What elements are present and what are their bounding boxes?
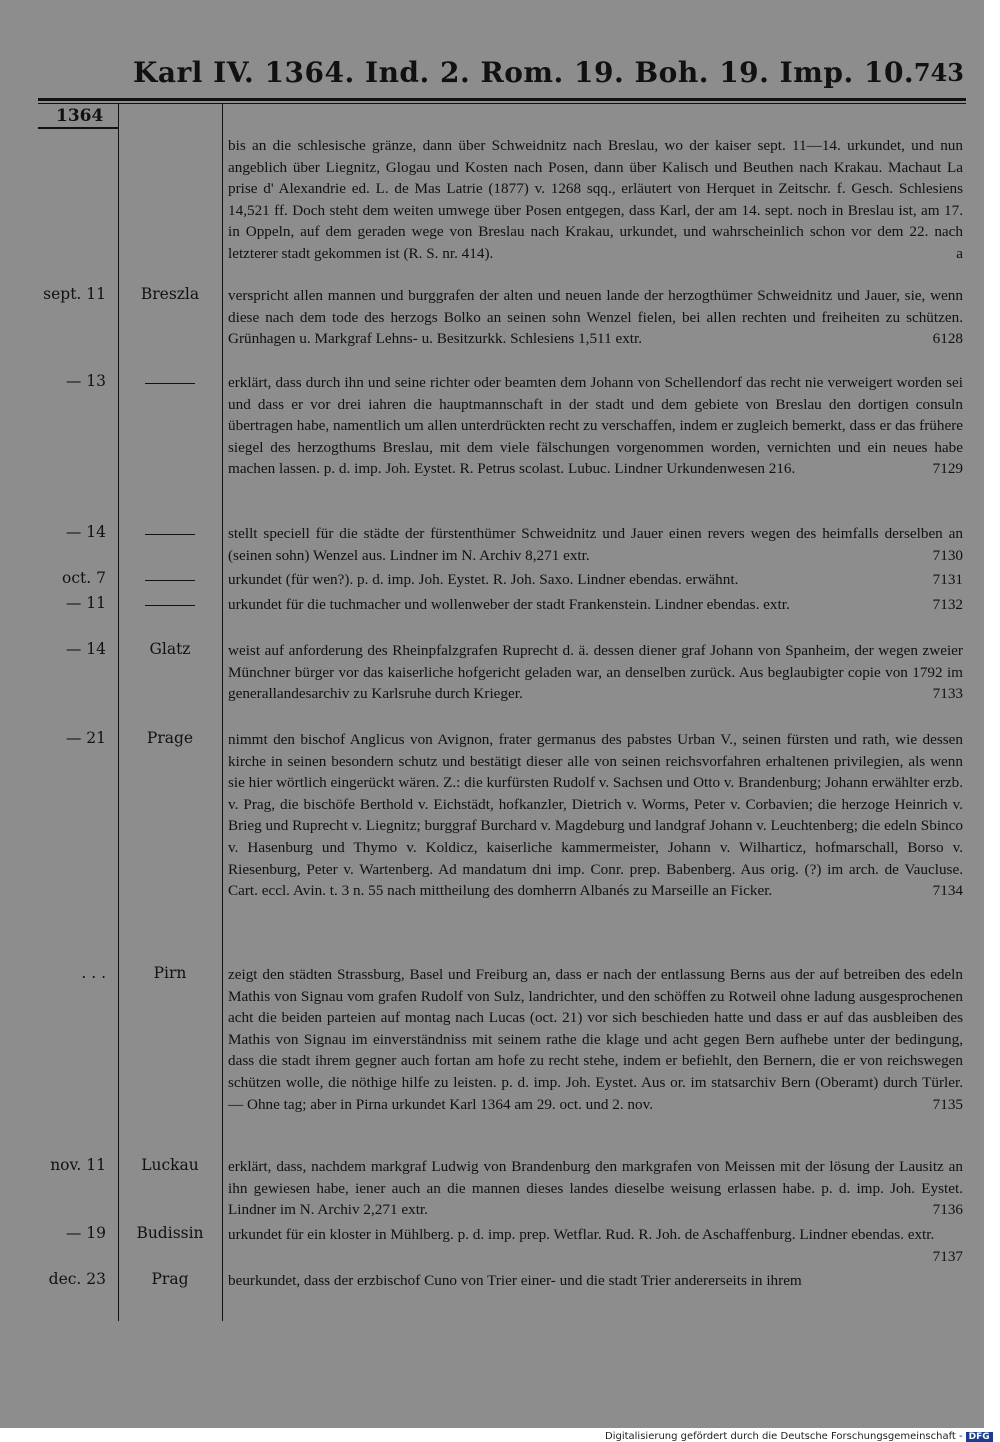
column-divider-place: [222, 104, 223, 1321]
regest-number: 7133: [932, 685, 963, 703]
same-place-dash: [145, 383, 195, 384]
entry-body: urkundet für ein kloster in Mühlberg. p. d. imp. prep. Wetflar. Rud. R. Joh. de Aschaffenburg. Lindner ebendas. extr.: [228, 1226, 935, 1243]
funding-footer: [605, 1431, 993, 1442]
entry-date: sept. 11: [43, 285, 106, 303]
entry-text: [228, 964, 963, 1115]
entry-text: [228, 594, 963, 616]
regest-number: 7134: [932, 882, 963, 900]
entry-text: [228, 1270, 963, 1292]
entry-place: Pirn: [153, 964, 187, 982]
regest-number: 7130: [932, 546, 963, 564]
entry-text: [228, 135, 963, 265]
entry-body: zeigt den städten Strassburg, Basel und Freiburg an, dass er nach der entlassung Berns aus der auf betreiben des edeln Mathis von Signau vom grafen Rudolf von Sulz, landrichter, und den schöffen zu Rotweil ohne ladung ausgesprochenen acht die beiden parteien auf montag nach Lucas (oct. 21) vor sich beschieden hatte und dass er auf das ausbleiben des Mathis von Signau im einverständniss mit seinem rathe die klage und acht gegen Bern aufhebe unter der bedingung, dass die stadt ihrem gegner auch fortan am hofe zu recht stehe, indem er befiehlt, den Bernern, die er von reichswegen schützen wolle, die nöthige hilfe zu leisten. p. d. imp. Joh. Eystet. Aus or. im statsarchiv Bern (Oberamt) durch Türler. — Ohne tag; aber in Pirna urkundet Karl 1364 am 29. oct. und 2. nov.: [228, 966, 963, 1113]
entry-place: Glatz: [149, 640, 191, 658]
regest-number: 7131: [932, 571, 963, 588]
entry-text: [228, 569, 963, 591]
running-header: [0, 56, 984, 96]
column-divider-date: [118, 104, 119, 1321]
entry-text: [228, 372, 963, 480]
page-number: 743: [913, 58, 964, 87]
entry-text: [228, 523, 963, 566]
entry-date: — 21: [65, 729, 106, 747]
entry-text: [228, 285, 963, 350]
entry-date: . . .: [81, 964, 106, 982]
entry-date: oct. 7: [62, 569, 106, 587]
entry-date: — 19: [65, 1224, 106, 1242]
regest-number: 7132: [932, 596, 963, 613]
entry-date: — 13: [65, 372, 106, 390]
entry-body: bis an die schlesische gränze, dann über Schweidnitz nach Breslau, wo der kaiser sept. 11—14. urkundet, und nun angeblich über Liegnitz, Glogau und Kosten nach Posen, dann über Kalisch und Beuthen nach Krakau. Machaut La prise d' Alexandrie ed. L. de Mas Latrie (1877) v. 1268 sqq., erläutert von Herquet in Zeitschr. f. Gesch. Schlesiens 14,521 ff. Doch steht dem weiten umwege über Posen entgegen, dass Karl, der am 14. sept. noch in Breslau ist, am 17. in Oppeln, auf dem geraden wege von Breslau nach Krakau, urkundet, und wahrscheinlich schon vor dem 22. nach letzterer stadt gekommen ist (R. S. nr. 414).: [228, 137, 963, 262]
header-rule: [38, 98, 966, 101]
dfg-logo: DFG: [966, 1432, 993, 1442]
entry-date: — 11: [65, 594, 106, 612]
same-place-dash: [145, 534, 195, 535]
same-place-dash: [145, 605, 195, 606]
regest-number: 7137: [932, 1247, 963, 1265]
header-rule-thin: [38, 103, 966, 104]
footer-text: Digitalisierung gefördert durch die Deutsche Forschungsgemeinschaft -: [605, 1431, 963, 1442]
entry-place: Prage: [146, 729, 194, 747]
entry-body: stellt speciell für die städte der fürstenthümer Schweidnitz und Jauer einen revers wegen des heimfalls derselben an (seinen sohn) Wenzel aus. Lindner im N. Archiv 8,271 extr.: [228, 525, 963, 564]
regest-number: 7129: [932, 460, 963, 478]
regest-number: 7136: [932, 1201, 963, 1219]
entry-text: [228, 729, 963, 902]
regest-number: 6128: [932, 330, 963, 348]
regest-number: a: [956, 244, 963, 262]
entry-date: dec. 23: [48, 1270, 106, 1288]
page-title: Karl IV. 1364. Ind. 2. Rom. 19. Boh. 19. Imp. 10.: [133, 56, 915, 89]
entry-date: — 14: [65, 640, 106, 658]
entry-text: [228, 1156, 963, 1221]
entry-place: Budissin: [136, 1224, 204, 1242]
entry-body: urkundet für die tuchmacher und wollenweber der stadt Frankenstein. Lindner ebendas. extr.: [228, 596, 790, 613]
same-place-dash: [145, 580, 195, 581]
entry-body: urkundet (für wen?). p. d. imp. Joh. Eystet. R. Joh. Saxo. Lindner ebendas. erwähnt.: [228, 571, 739, 588]
entry-body: erklärt, dass durch ihn und seine richter oder beamten dem Johann von Schellendorf das recht nie verweigert worden sei und dass er vor drei iahren die hauptmannschaft in der stadt und dem gebiete von Breslau den dortigen consuln übertragen habe, namentlich um allen unterdrückten recht zu verschaffen, indem er zugleich bemerkt, dass er das frühere siegel des herzogthums Breslau, mit dem viele fälschungen vorgenommen worden, vernichten und ein neues habe machen lassen. p. d. imp. Joh. Eystet. R. Petrus scolast. Lubuc. Lindner Urkundenwesen 216.: [228, 374, 963, 478]
entry-place: Breszla: [140, 285, 200, 303]
entry-date: nov. 11: [50, 1156, 106, 1174]
entry-body: weist auf anforderung des Rheinpfalzgrafen Ruprecht d. ä. dessen diener graf Johann von Spanheim, der wegen zweier Münchner bürger vor das kaiserliche hofgericht geladen war, an denselben zurück. Aus beglaubigter copie von 1792 im generallandesarchiv zu Karlsruhe durch Krieger.: [228, 642, 963, 703]
year-rule: [38, 127, 118, 129]
entry-date: — 14: [65, 523, 106, 541]
entry-place: Luckau: [141, 1156, 199, 1174]
entry-text: [228, 640, 963, 705]
entry-body: nimmt den bischof Anglicus von Avignon, frater germanus des pabstes Urban V., seinen fürsten und rath, wie dessen kirche in seinen besondern schutz und bestätigt dieser alle von seinen reichsvorfahren erhaltenen privilegien, als wenn sie hier wörtlich eingerückt wären. Z.: die kurfürsten Rudolf v. Sachsen und Otto v. Brandenburg; Johann erwählter erzb. v. Prag, die bischöfe Berthold v. Eichstädt, hofkanzler, Dietrich v. Worms, Peter v. Corbavien; die herzoge Heinrich v. Brieg und Ruprecht v. Liegnitz; burggraf Burchard v. Magdeburg und landgraf Johann v. Leuchtenberg; die edeln Sbinco v. Hasenburg und Thymo v. Koldicz, kaiserliche kammermeister, Johann v. Wilharticz, hofmarschall, Borso v. Riesenburg, Peter v. Wartenberg. Ad mandatum dni imp. Conr. prep. Babenberg. Aus orig. (?) im arch. de Vaucluse. Cart. eccl. Avin. t. 3 n. 55 nach mittheilung des domherrn Albanés zu Marseille an Ficker.: [228, 731, 963, 900]
entry-body: verspricht allen mannen und burggrafen der alten und neuen lande der herzogthümer Schweidnitz und Jauer, sie, wenn diese nach dem tode des herzogs Bolko an seinen sohn Wenzel fielen, bei allen rechten und freiheiten zu schützen. Grünhagen u. Markgraf Lehns- u. Besitzurkk. Schlesiens 1,511 extr.: [228, 287, 963, 348]
entry-body: erklärt, dass, nachdem markgraf Ludwig von Brandenburg den markgrafen von Meissen mit der lösung der Lausitz an ihn gewiesen habe, iener auch an die mannen dieses landes dieselbe weisung erlassen habe. p. d. imp. Joh. Eystet. Lindner im N. Archiv 2,271 extr.: [228, 1158, 963, 1219]
entry-text: [228, 1224, 963, 1267]
regest-number: 7135: [932, 1095, 963, 1113]
entry-place: Prag: [151, 1270, 189, 1288]
year-label: 1364: [56, 106, 104, 126]
entry-body: beurkundet, dass der erzbischof Cuno von Trier einer- und die stadt Trier andererseits in ihrem: [228, 1272, 802, 1289]
